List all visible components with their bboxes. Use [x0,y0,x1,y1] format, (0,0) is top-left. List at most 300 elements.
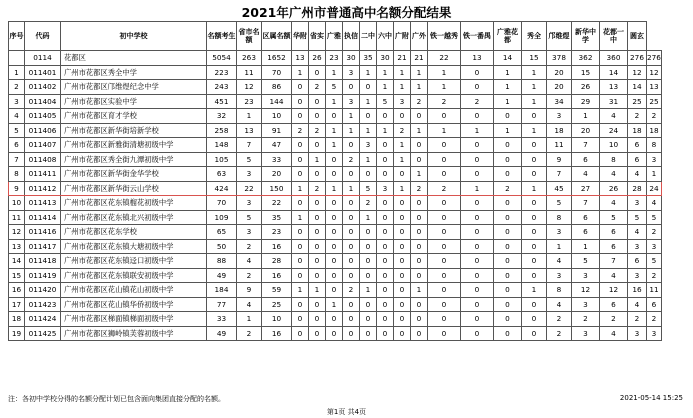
quota-cell: 0 [360,326,377,341]
quota-cell: 0 [394,268,411,283]
quota-cell: 65 [207,225,237,240]
quota-cell: 0 [461,268,494,283]
quota-cell: 59 [262,283,292,298]
row-seq: 11 [9,210,25,225]
quota-cell: 1 [647,167,662,182]
quota-cell: 0 [343,138,360,153]
table-row [9,326,662,341]
quota-cell: 0 [522,167,547,182]
quota-cell: 8 [547,283,572,298]
table-header-row [9,22,662,51]
quota-cell: 91 [262,123,292,138]
column-header: 区属名额 [262,22,292,51]
quota-cell: 13 [600,80,628,95]
school-code: 011401 [25,65,61,80]
quota-cell: 1 [377,123,394,138]
row-seq: 13 [9,239,25,254]
quota-cell: 27 [572,181,600,196]
quota-cell: 5054 [207,51,237,66]
table-row [9,109,662,124]
quota-cell: 0 [343,80,360,95]
quota-cell: 3 [237,196,262,211]
quota-cell: 0 [326,326,343,341]
quota-cell: 0 [292,254,309,269]
quota-cell: 0 [360,109,377,124]
school-code: 011424 [25,312,61,327]
quota-cell: 1 [461,181,494,196]
school-code: 011413 [25,196,61,211]
quota-cell: 2 [647,268,662,283]
quota-cell: 0 [309,65,326,80]
quota-cell: 4 [237,254,262,269]
quota-cell: 1 [428,65,461,80]
quota-cell: 0 [428,138,461,153]
quota-cell: 86 [262,80,292,95]
quota-cell: 7 [547,167,572,182]
quota-cell: 0 [461,80,494,95]
quota-cell: 1 [237,109,262,124]
quota-cell: 2 [237,239,262,254]
quota-cell: 14 [494,51,522,66]
quota-cell: 14 [628,80,647,95]
school-name: 广州市花都区秀全街九潭初级中学 [61,152,207,167]
quota-cell: 0 [522,268,547,283]
quota-cell: 3 [647,239,662,254]
quota-cell: 0 [411,268,428,283]
school-name: 广州市花都区花东镇大塘初级中学 [61,239,207,254]
quota-cell: 0 [522,254,547,269]
quota-cell: 0 [428,152,461,167]
quota-cell: 0 [522,239,547,254]
school-code: 011423 [25,297,61,312]
quota-cell: 2 [628,109,647,124]
quota-cell: 0 [494,268,522,283]
quota-cell: 0 [343,297,360,312]
quota-cell: 223 [207,65,237,80]
quota-cell: 1 [394,65,411,80]
quota-cell: 0 [326,167,343,182]
quota-cell: 1 [428,123,461,138]
quota-cell: 0 [292,138,309,153]
quota-cell: 2 [600,312,628,327]
quota-cell: 3 [572,268,600,283]
quota-cell: 26 [600,181,628,196]
quota-cell: 0 [326,239,343,254]
quota-cell: 0 [377,225,394,240]
school-code: 011418 [25,254,61,269]
quota-cell: 1 [326,181,343,196]
quota-cell: 16 [628,283,647,298]
quota-cell: 24 [647,181,662,196]
quota-cell: 0 [292,167,309,182]
quota-cell: 63 [207,167,237,182]
quota-cell: 1 [494,123,522,138]
quota-cell: 0 [309,239,326,254]
table-row [9,123,662,138]
quota-cell: 16 [262,268,292,283]
quota-cell: 2 [411,94,428,109]
quota-cell: 2 [647,312,662,327]
quota-cell: 0 [377,326,394,341]
quota-cell: 1 [326,65,343,80]
quota-cell: 4 [600,109,628,124]
row-seq: 3 [9,94,25,109]
quota-cell: 4 [572,167,600,182]
quota-cell: 0 [326,283,343,298]
school-name: 广州市花都区新华街云山学校 [61,181,207,196]
quota-cell: 1652 [262,51,292,66]
quota-cell: 6 [600,239,628,254]
quota-cell: 2 [647,109,662,124]
row-seq: 19 [9,326,25,341]
quota-cell: 1 [360,283,377,298]
quota-cell: 0 [411,326,428,341]
quota-cell: 0 [494,312,522,327]
quota-cell: 0 [461,167,494,182]
quota-cell: 0 [343,268,360,283]
school-name: 广州市花都区花山镇花山初级中学 [61,283,207,298]
quota-cell: 33 [207,312,237,327]
row-seq: 7 [9,152,25,167]
quota-cell: 0 [377,138,394,153]
quota-cell: 0 [428,326,461,341]
row-seq: 16 [9,283,25,298]
quota-cell: 276 [647,51,662,66]
quota-cell: 2 [428,181,461,196]
table-row [9,225,662,240]
quota-cell: 2 [547,326,572,341]
school-name: 广州市花都区新华街金华学校 [61,167,207,182]
quota-cell: 5 [237,152,262,167]
quota-cell: 2 [428,94,461,109]
quota-cell: 0 [394,283,411,298]
quota-cell: 5 [237,210,262,225]
quota-cell: 1 [343,123,360,138]
quota-cell: 0 [428,239,461,254]
table-row [9,167,662,182]
quota-cell: 21 [411,51,428,66]
quota-cell: 1 [411,65,428,80]
quota-cell: 4 [237,297,262,312]
quota-cell: 0 [494,239,522,254]
quota-cell: 0 [428,297,461,312]
quota-cell: 6 [572,210,600,225]
quota-cell: 11 [237,65,262,80]
column-header: 省实 [309,22,326,51]
quota-cell: 7 [572,196,600,211]
quota-cell: 1 [237,312,262,327]
school-code: 011420 [25,283,61,298]
quota-cell: 0 [411,312,428,327]
quota-cell: 3 [394,94,411,109]
quota-cell: 0 [360,254,377,269]
quota-cell: 0 [428,210,461,225]
quota-cell: 0 [394,326,411,341]
quota-cell: 0 [292,297,309,312]
quota-cell: 0 [292,152,309,167]
quota-cell: 0 [309,196,326,211]
quota-cell: 12 [237,80,262,95]
school-name: 广州市花都区花东镇榴花初级中学 [61,196,207,211]
quota-cell: 5 [572,254,600,269]
quota-cell: 2 [360,196,377,211]
quota-cell: 0 [461,239,494,254]
column-header: 名额考生 [207,22,237,51]
quota-cell: 26 [572,80,600,95]
school-name: 广州市花都区新雅街清塘初级中学 [61,138,207,153]
quota-cell: 1 [411,283,428,298]
column-header: 初中学校 [61,22,207,51]
quota-cell: 0 [309,254,326,269]
table-row [9,51,662,66]
quota-cell: 1 [360,210,377,225]
quota-cell: 12 [647,65,662,80]
quota-cell: 3 [547,225,572,240]
school-code: 011416 [25,225,61,240]
quota-cell: 1 [394,80,411,95]
quota-cell: 15 [572,65,600,80]
quota-cell: 0 [292,268,309,283]
quota-cell: 0 [377,109,394,124]
quota-cell: 11 [547,138,572,153]
quota-cell: 0 [411,109,428,124]
quota-cell: 0 [360,167,377,182]
row-seq: 2 [9,80,25,95]
quota-cell: 1 [292,181,309,196]
quota-cell: 0 [411,239,428,254]
quota-cell: 0 [522,225,547,240]
quota-cell: 2 [494,181,522,196]
footnote: 注：各初中学校分得的名额分配计划已包含面向集团直接分配的名额。 [8,395,225,403]
quota-cell: 0 [292,225,309,240]
table-row [9,65,662,80]
row-seq: 17 [9,297,25,312]
row-seq: 12 [9,225,25,240]
column-header: 广雅花都 [494,22,522,51]
row-seq: 14 [9,254,25,269]
quota-cell: 0 [428,109,461,124]
quota-cell: 2 [628,312,647,327]
quota-cell: 0 [494,138,522,153]
quota-cell: 0 [377,167,394,182]
school-code: 011412 [25,181,61,196]
print-timestamp: 2021-05-14 15:25 [619,394,683,402]
quota-cell: 263 [237,51,262,66]
quota-cell: 3 [647,152,662,167]
quota-cell: 0 [309,138,326,153]
row-seq: 8 [9,167,25,182]
table-row [9,254,662,269]
quota-cell: 6 [572,225,600,240]
quota-cell: 3 [237,225,262,240]
quota-cell: 0 [522,152,547,167]
quota-cell: 0 [494,283,522,298]
quota-cell: 0 [309,268,326,283]
quota-cell: 77 [207,297,237,312]
quota-cell: 70 [207,196,237,211]
row-seq: 6 [9,138,25,153]
quota-cell: 15 [522,51,547,66]
quota-cell: 12 [628,65,647,80]
quota-cell: 0 [377,283,394,298]
quota-cell: 4 [628,167,647,182]
quota-cell: 0 [343,196,360,211]
quota-cell: 0 [461,312,494,327]
quota-cell: 70 [262,65,292,80]
school-name: 广州市花都区花东镇联安初级中学 [61,268,207,283]
quota-cell: 0 [494,254,522,269]
quota-cell: 424 [207,181,237,196]
quota-cell: 0 [494,152,522,167]
quota-cell: 0 [394,210,411,225]
quota-cell: 0 [428,167,461,182]
quota-cell: 6 [628,152,647,167]
row-seq: 1 [9,65,25,80]
table-row [9,138,662,153]
quota-cell: 0 [309,225,326,240]
quota-cell: 1 [360,94,377,109]
quota-cell: 0 [522,297,547,312]
quota-cell: 5 [326,80,343,95]
school-code: 011408 [25,152,61,167]
table-row [9,239,662,254]
quota-cell: 5 [647,254,662,269]
quota-cell: 1 [494,94,522,109]
quota-cell: 0 [411,138,428,153]
quota-cell: 1 [522,94,547,109]
quota-cell: 0 [522,196,547,211]
quota-cell: 0 [494,210,522,225]
quota-cell: 2 [309,80,326,95]
quota-cell: 0 [461,225,494,240]
quota-cell: 1 [292,283,309,298]
quota-cell: 6 [628,138,647,153]
quota-cell: 3 [628,196,647,211]
quota-cell: 4 [628,297,647,312]
quota-cell: 16 [262,326,292,341]
quota-cell: 16 [262,239,292,254]
quota-cell: 0 [292,94,309,109]
quota-cell: 28 [628,181,647,196]
quota-cell: 2 [309,181,326,196]
quota-cell: 0 [461,196,494,211]
quota-cell: 1 [411,167,428,182]
column-header: 邝维煜 [547,22,572,51]
quota-cell: 4 [647,196,662,211]
quota-cell: 14 [600,65,628,80]
quota-cell: 18 [647,123,662,138]
quota-cell: 0 [309,297,326,312]
quota-cell: 28 [262,254,292,269]
quota-cell: 3 [343,65,360,80]
quota-cell: 4 [600,196,628,211]
quota-cell: 0 [494,297,522,312]
row-seq: 15 [9,268,25,283]
quota-cell: 49 [207,268,237,283]
school-code: 011405 [25,109,61,124]
quota-cell: 50 [207,239,237,254]
row-seq: 4 [9,109,25,124]
quota-cell: 0 [309,167,326,182]
quota-cell: 362 [572,51,600,66]
quota-cell: 184 [207,283,237,298]
quota-cell: 23 [262,225,292,240]
quota-cell: 6 [628,254,647,269]
quota-cell: 0 [494,196,522,211]
quota-cell: 1 [522,80,547,95]
quota-cell: 2 [461,94,494,109]
quota-cell: 0 [522,312,547,327]
school-code: 011425 [25,326,61,341]
quota-cell: 1 [522,123,547,138]
quota-cell: 0 [292,312,309,327]
school-name: 广州市花都区秀全中学 [61,65,207,80]
quota-cell: 0 [461,283,494,298]
quota-cell: 9 [547,152,572,167]
quota-cell: 25 [647,94,662,109]
quota-cell: 10 [600,138,628,153]
quota-cell: 109 [207,210,237,225]
school-code: 011411 [25,167,61,182]
quota-cell: 45 [547,181,572,196]
table-row [9,297,662,312]
quota-cell: 3 [628,326,647,341]
school-code: 011406 [25,123,61,138]
quota-cell: 0 [494,225,522,240]
quota-cell: 0 [377,254,394,269]
quota-cell: 47 [262,138,292,153]
quota-cell: 5 [600,210,628,225]
quota-cell: 0 [522,109,547,124]
school-code: 011417 [25,239,61,254]
quota-cell: 20 [262,167,292,182]
school-code: 011414 [25,210,61,225]
quota-cell: 0 [411,210,428,225]
quota-cell: 30 [343,51,360,66]
quota-cell: 8 [647,138,662,153]
quota-cell: 1 [547,239,572,254]
quota-cell: 0 [428,268,461,283]
quota-cell: 2 [343,152,360,167]
quota-cell: 0 [326,268,343,283]
column-header: 花都一中 [600,22,628,51]
quota-cell: 6 [600,225,628,240]
quota-cell: 150 [262,181,292,196]
quota-cell: 34 [547,94,572,109]
quota-cell: 33 [262,152,292,167]
quota-cell: 0 [292,80,309,95]
quota-cell: 0 [394,312,411,327]
column-header: 代码 [25,22,61,51]
quota-cell: 0 [377,152,394,167]
quota-cell: 6 [647,297,662,312]
quota-cell: 0 [292,109,309,124]
quota-cell: 0 [309,312,326,327]
quota-cell: 0 [360,312,377,327]
quota-cell: 0 [309,94,326,109]
row-seq: 18 [9,312,25,327]
quota-cell: 276 [628,51,647,66]
column-header: 铁一番禺 [461,22,494,51]
table-row [9,80,662,95]
quota-cell: 31 [600,94,628,109]
school-code: 011402 [25,80,61,95]
page-indicator: 第1页 共4页 [326,408,367,416]
quota-cell: 1 [572,239,600,254]
school-code: 0114 [25,51,61,66]
quota-cell: 0 [411,254,428,269]
quota-cell: 0 [461,109,494,124]
